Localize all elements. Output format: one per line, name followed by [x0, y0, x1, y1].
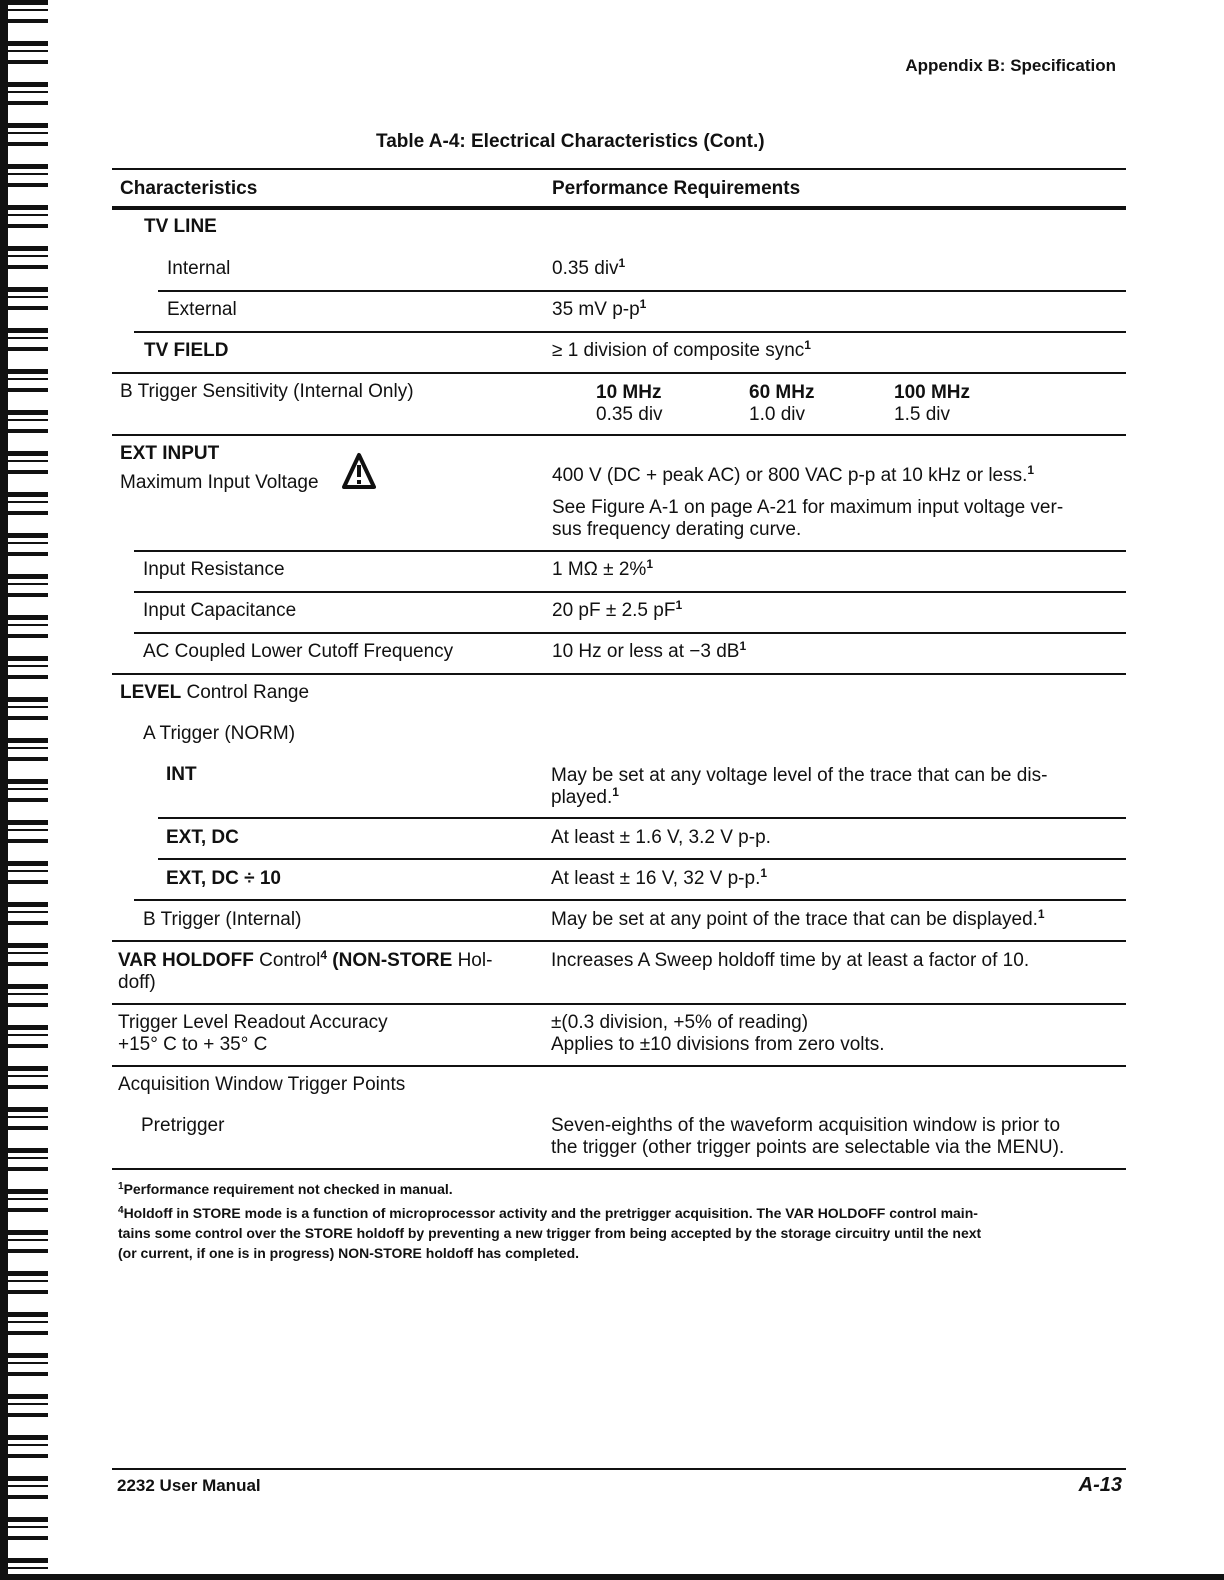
tv-line-internal-value: 0.35 div$^1$	[552, 256, 626, 279]
ext-dc-label: EXT, DC	[166, 827, 239, 848]
input-capacitance-label: Input Capacitance	[143, 600, 297, 621]
rule	[134, 899, 1126, 901]
int-value-line2: played.$^1$	[551, 785, 619, 808]
pretrigger-value1: Seven-eighths of the waveform acquisition window is prior to	[551, 1115, 1061, 1136]
rule	[158, 290, 1126, 292]
rule	[134, 632, 1126, 634]
ext-dc10-label: EXT, DC ÷ 10	[166, 868, 281, 889]
rule	[112, 673, 1126, 675]
tv-field-value: ≥ 1 division of composite sync$^1$	[552, 338, 811, 361]
rule	[158, 817, 1126, 819]
trigger-level-value1: ±(0.3 division, +5% of reading)	[551, 1012, 809, 1033]
max-input-voltage-value: 400 V (DC + peak AC) or 800 VAC p-p at 10 kHz or less.$^1$	[552, 463, 1035, 486]
tv-line-label: TV LINE	[144, 216, 217, 237]
ext-dc10-value: At least ± 16 V, 32 V p-p.$^1$	[551, 866, 768, 889]
rule	[134, 550, 1126, 552]
level-control-label: LEVEL Control Range	[120, 682, 310, 703]
trigger-level-value2: Applies to ±10 divisions from zero volts.	[551, 1034, 885, 1055]
pretrigger-label: Pretrigger	[141, 1115, 225, 1136]
max-input-voltage-label: Maximum Input Voltage	[120, 472, 319, 493]
rule	[112, 1003, 1126, 1005]
see-figure-line1: See Figure A-1 on page A-21 for maximum input voltage ver-	[552, 497, 1064, 518]
ext-input-label: EXT INPUT	[120, 443, 220, 464]
rule	[112, 1065, 1126, 1067]
table-title: Table A-4: Electrical Characteristics (Cont.)	[376, 131, 765, 152]
warning-triangle-icon	[342, 452, 376, 490]
col-header-characteristics: Characteristics	[120, 178, 258, 199]
page-number: A-13	[1078, 1474, 1122, 1496]
var-holdoff-value: Increases A Sweep holdoff time by at least a factor of 10.	[551, 950, 1030, 971]
footer-manual-title: 2232 User Manual	[117, 1476, 261, 1495]
b-trigger-internal-value: May be set at any point of the trace that can be displayed.$^1$	[551, 907, 1045, 930]
a-trigger-label: A Trigger (NORM)	[143, 723, 296, 744]
freq-10mhz: 10 MHz	[596, 382, 662, 403]
table-bottom-rule	[112, 1168, 1126, 1170]
running-header: Appendix B: Specification	[905, 56, 1116, 75]
trigger-level-temp: +15° C to + 35° C	[118, 1034, 268, 1055]
acq-window-label: Acquisition Window Trigger Points	[118, 1074, 406, 1095]
footnote-1: $^1$Performance requirement not checked in manual.	[118, 1181, 453, 1197]
tv-line-external: External	[167, 299, 237, 320]
rule	[112, 434, 1126, 436]
page-bottom-edge	[0, 1574, 1224, 1580]
input-resistance-value: 1 MΩ ± 2%$^1$	[552, 557, 654, 580]
col-header-performance: Performance Requirements	[552, 178, 801, 199]
pretrigger-value2: the trigger (other trigger points are selectable via the MENU).	[551, 1137, 1065, 1158]
footer-rule	[112, 1468, 1126, 1470]
var-holdoff-label: VAR HOLDOFF Control$^4$ (NON-STORE Hol-	[118, 948, 493, 971]
ac-cutoff-label: AC Coupled Lower Cutoff Frequency	[143, 641, 454, 662]
input-resistance-label: Input Resistance	[143, 559, 285, 580]
input-capacitance-value: 20 pF ± 2.5 $pF^1$	[552, 598, 683, 621]
sens-10mhz: 0.35 div	[596, 404, 663, 425]
int-label: INT	[166, 764, 197, 785]
rule	[112, 372, 1126, 374]
b-trigger-internal-label: B Trigger (Internal)	[143, 909, 302, 930]
table-top-rule	[112, 168, 1126, 170]
sens-60mhz: 1.0 div	[749, 404, 805, 425]
freq-60mhz: 60 MHz	[749, 382, 815, 403]
ac-cutoff-value: 10 Hz or less at −3 $dB^1$	[552, 639, 747, 662]
rule	[112, 940, 1126, 942]
table-header-rule	[112, 206, 1126, 210]
int-value-line1: May be set at any voltage level of the trace that can be dis-	[551, 765, 1048, 786]
see-figure-line2: sus frequency derating curve.	[552, 519, 802, 540]
var-holdoff-label-line2: doff)	[118, 972, 156, 993]
tv-line-external-value: 35 mV $p-p^1$	[552, 297, 647, 320]
ext-dc-value: At least ± 1.6 V, 3.2 V p-p.	[551, 827, 771, 848]
tv-field-label: TV FIELD	[144, 340, 229, 361]
rule	[134, 591, 1126, 593]
footnote-4: $^4$Holdoff in STORE mode is a function of microprocessor activity and the pretrigger acquisition. The VAR HOLDOFF control main- tains some control over the STORE holdoff by preventing a new trigger from being accepted by the storage circuitry until the next (or current, if one is in progress) NON-STORE holdoff has completed.	[118, 1205, 982, 1261]
sens-100mhz: 1.5 div	[894, 404, 950, 425]
trigger-level-label: Trigger Level Readout Accuracy	[118, 1012, 388, 1033]
binding-edge	[0, 0, 8, 1580]
tv-line-internal: Internal	[167, 258, 231, 279]
rule	[134, 331, 1126, 333]
rule	[158, 858, 1126, 860]
b-trigger-sensitivity-label: B Trigger Sensitivity (Internal Only)	[120, 381, 414, 402]
freq-100mhz: 100 MHz	[894, 382, 971, 403]
